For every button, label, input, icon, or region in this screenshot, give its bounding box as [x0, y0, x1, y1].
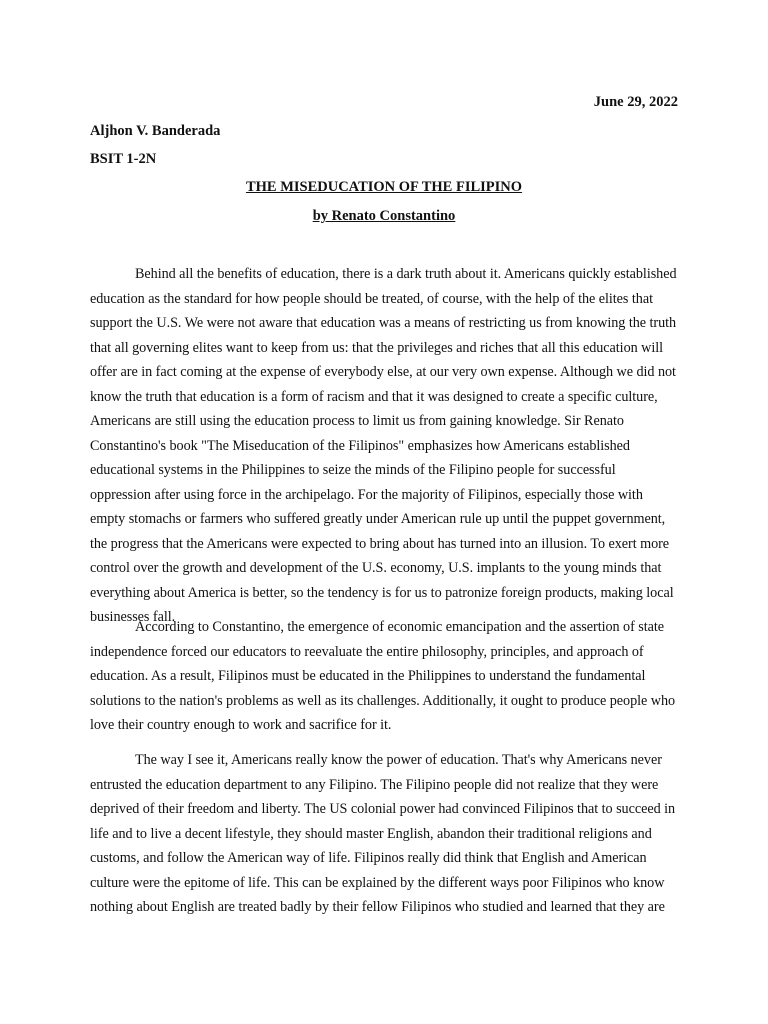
- document-byline: by Renato Constantino: [312, 208, 456, 224]
- body-paragraph: According to Constantino, the emergence of economic emancipation and the assertion of state independence forced our educators to reevaluate the entire philosophy, principles, and approach of education. As a result, Filipinos must be educated in the Philippines to understand the fundamental solutions to the nation's problems as well as its challenges. Additionally, it ought to produce people who love their country enough to work and sacrifice for it.: [90, 619, 676, 733]
- document-title: THE MISEDUCATION OF THE FILIPINO: [245, 179, 523, 195]
- body-paragraph: The way I see it, Americans really know the power of education. That's why Americans never entrusted the education department to any Filipino. The Filipino people did not realize that they were deprived of their freedom and liberty. The US colonial power had convinced Filipinos that to succeed in life and to live a decent lifestyle, they should master English, abandon their traditional religions and customs, and follow the American way of life. Filipinos really did think that English and American culture were the epitome of life. This can be explained by the different ways poor Filipinos who know nothing about English are treated badly by their fellow Filipinos who studied and learned that they are: [90, 752, 676, 915]
- body-paragraph: Behind all the benefits of education, there is a dark truth about it. Americans quickly established education as the standard for how people should be treated, of course, with the help of the elites that support the U.S. We were not aware that education was a means of restricting us from knowing the truth that all governing elites want to keep from us: that the privileges and riches that all this education will offer are in fact coming at the expense of everybody else, at our very own expense. Although we did not know the truth that education is a form of racism and that it was designed to create a specific culture, Americans are still using the education process to limit us from gaining knowledge. Sir Renato Constantino's book "The Miseducation of the Filipinos" emphasizes how Americans established educational systems in the Philippines to seize the minds of the Filipino people for successful oppression after using force in the archipelago. For the majority of Filipinos, especially those with empty stomachs or farmers who suffered greatly under American rule up until the puppet government, the progress that the Americans were expected to bring about has turned into an illusion. To exert more control over the growth and development of the U.S. economy, U.S. implants to the young minds that everything about America is better, so the tendency is for us to patronize foreign products, making local businesses fall.: [90, 266, 677, 625]
- document-date: June 29, 2022: [593, 94, 678, 110]
- author-name: Aljhon V. Banderada: [90, 123, 221, 139]
- class-section: BSIT 1-2N: [90, 151, 157, 167]
